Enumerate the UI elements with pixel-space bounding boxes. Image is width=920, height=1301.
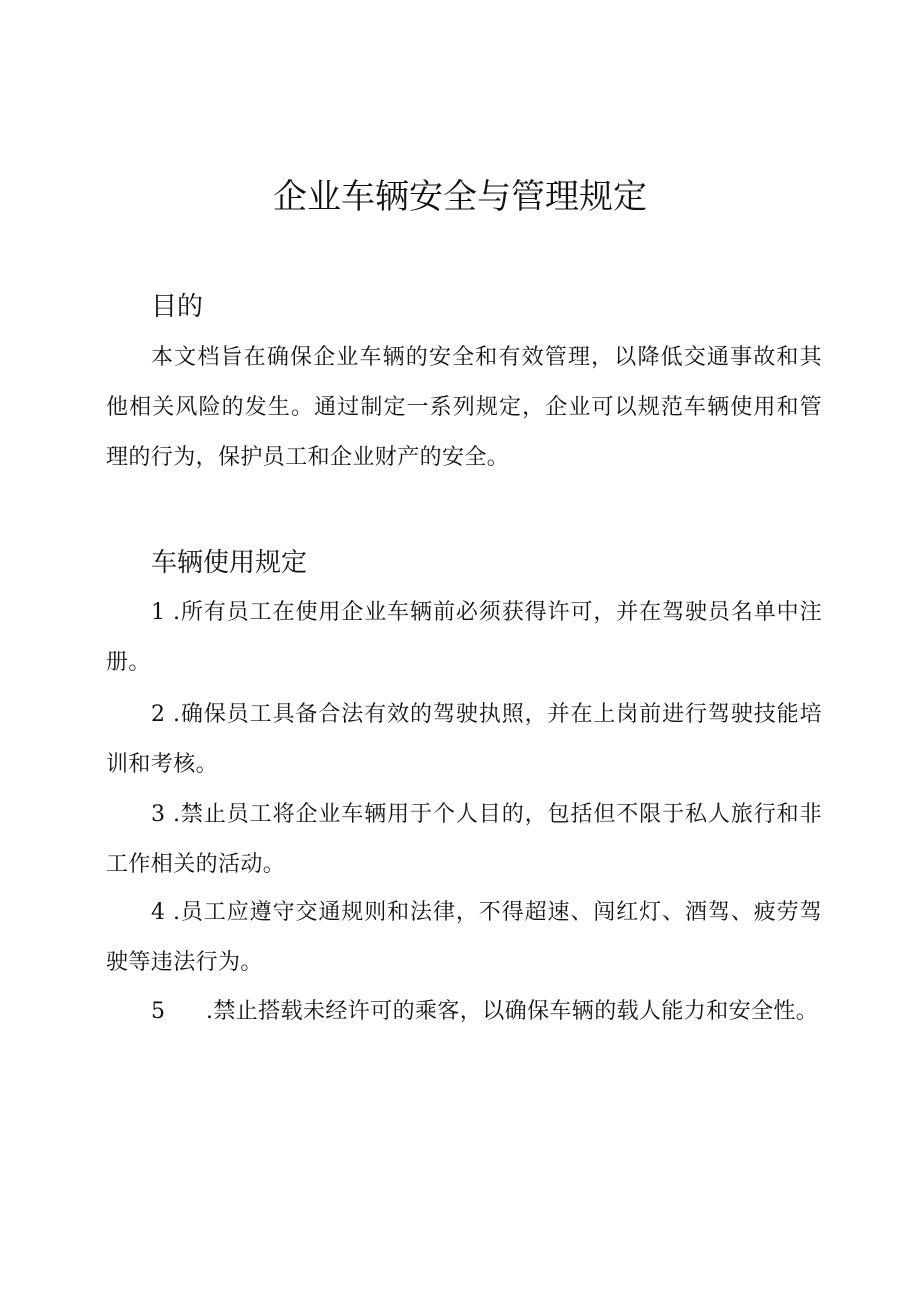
rule-item: [106, 690, 822, 790]
rule-number: 4: [151, 900, 166, 925]
rule-text: .禁止搭载未经许可的乘客，以确保车辆的载人能力和安全性。: [206, 999, 819, 1024]
rule-number: 1: [151, 600, 166, 625]
rule-number: 3: [151, 802, 166, 827]
document-title: 企业车辆安全与管理规定: [273, 177, 647, 217]
rule-text: .所有员工在使用企业车辆前必须获得许可，并在驾驶员名单中注册。: [106, 600, 822, 675]
section-heading-purpose: 目的: [151, 292, 204, 322]
rule-number: 5: [151, 999, 166, 1024]
rule-item: [106, 588, 822, 688]
rule-text: .确保员工具备合法有效的驾驶执照，并在上岗前进行驾驶技能培训和考核。: [106, 702, 822, 777]
rule-text: .员工应遵守交通规则和法律，不得超速、闯红灯、酒驾、疲劳驾驶等违法行为。: [106, 900, 822, 975]
purpose-paragraph: 本文档旨在确保企业车辆的安全和有效管理，以降低交通事故和其他相关风险的发生。通过制定一系列规定，企业可以规范车辆使用和管理的行为，保护员工和企业财产的安全。: [106, 345, 822, 470]
rule-text: .禁止员工将企业车辆用于个人目的，包括但不限于私人旅行和非工作相关的活动。: [106, 802, 822, 877]
rule-number: 2: [151, 702, 166, 727]
rule-item: [106, 888, 822, 988]
rule-item: [106, 987, 846, 1037]
section-heading-vehicle-usage: 车辆使用规定: [151, 548, 308, 578]
rule-item: [106, 790, 822, 890]
